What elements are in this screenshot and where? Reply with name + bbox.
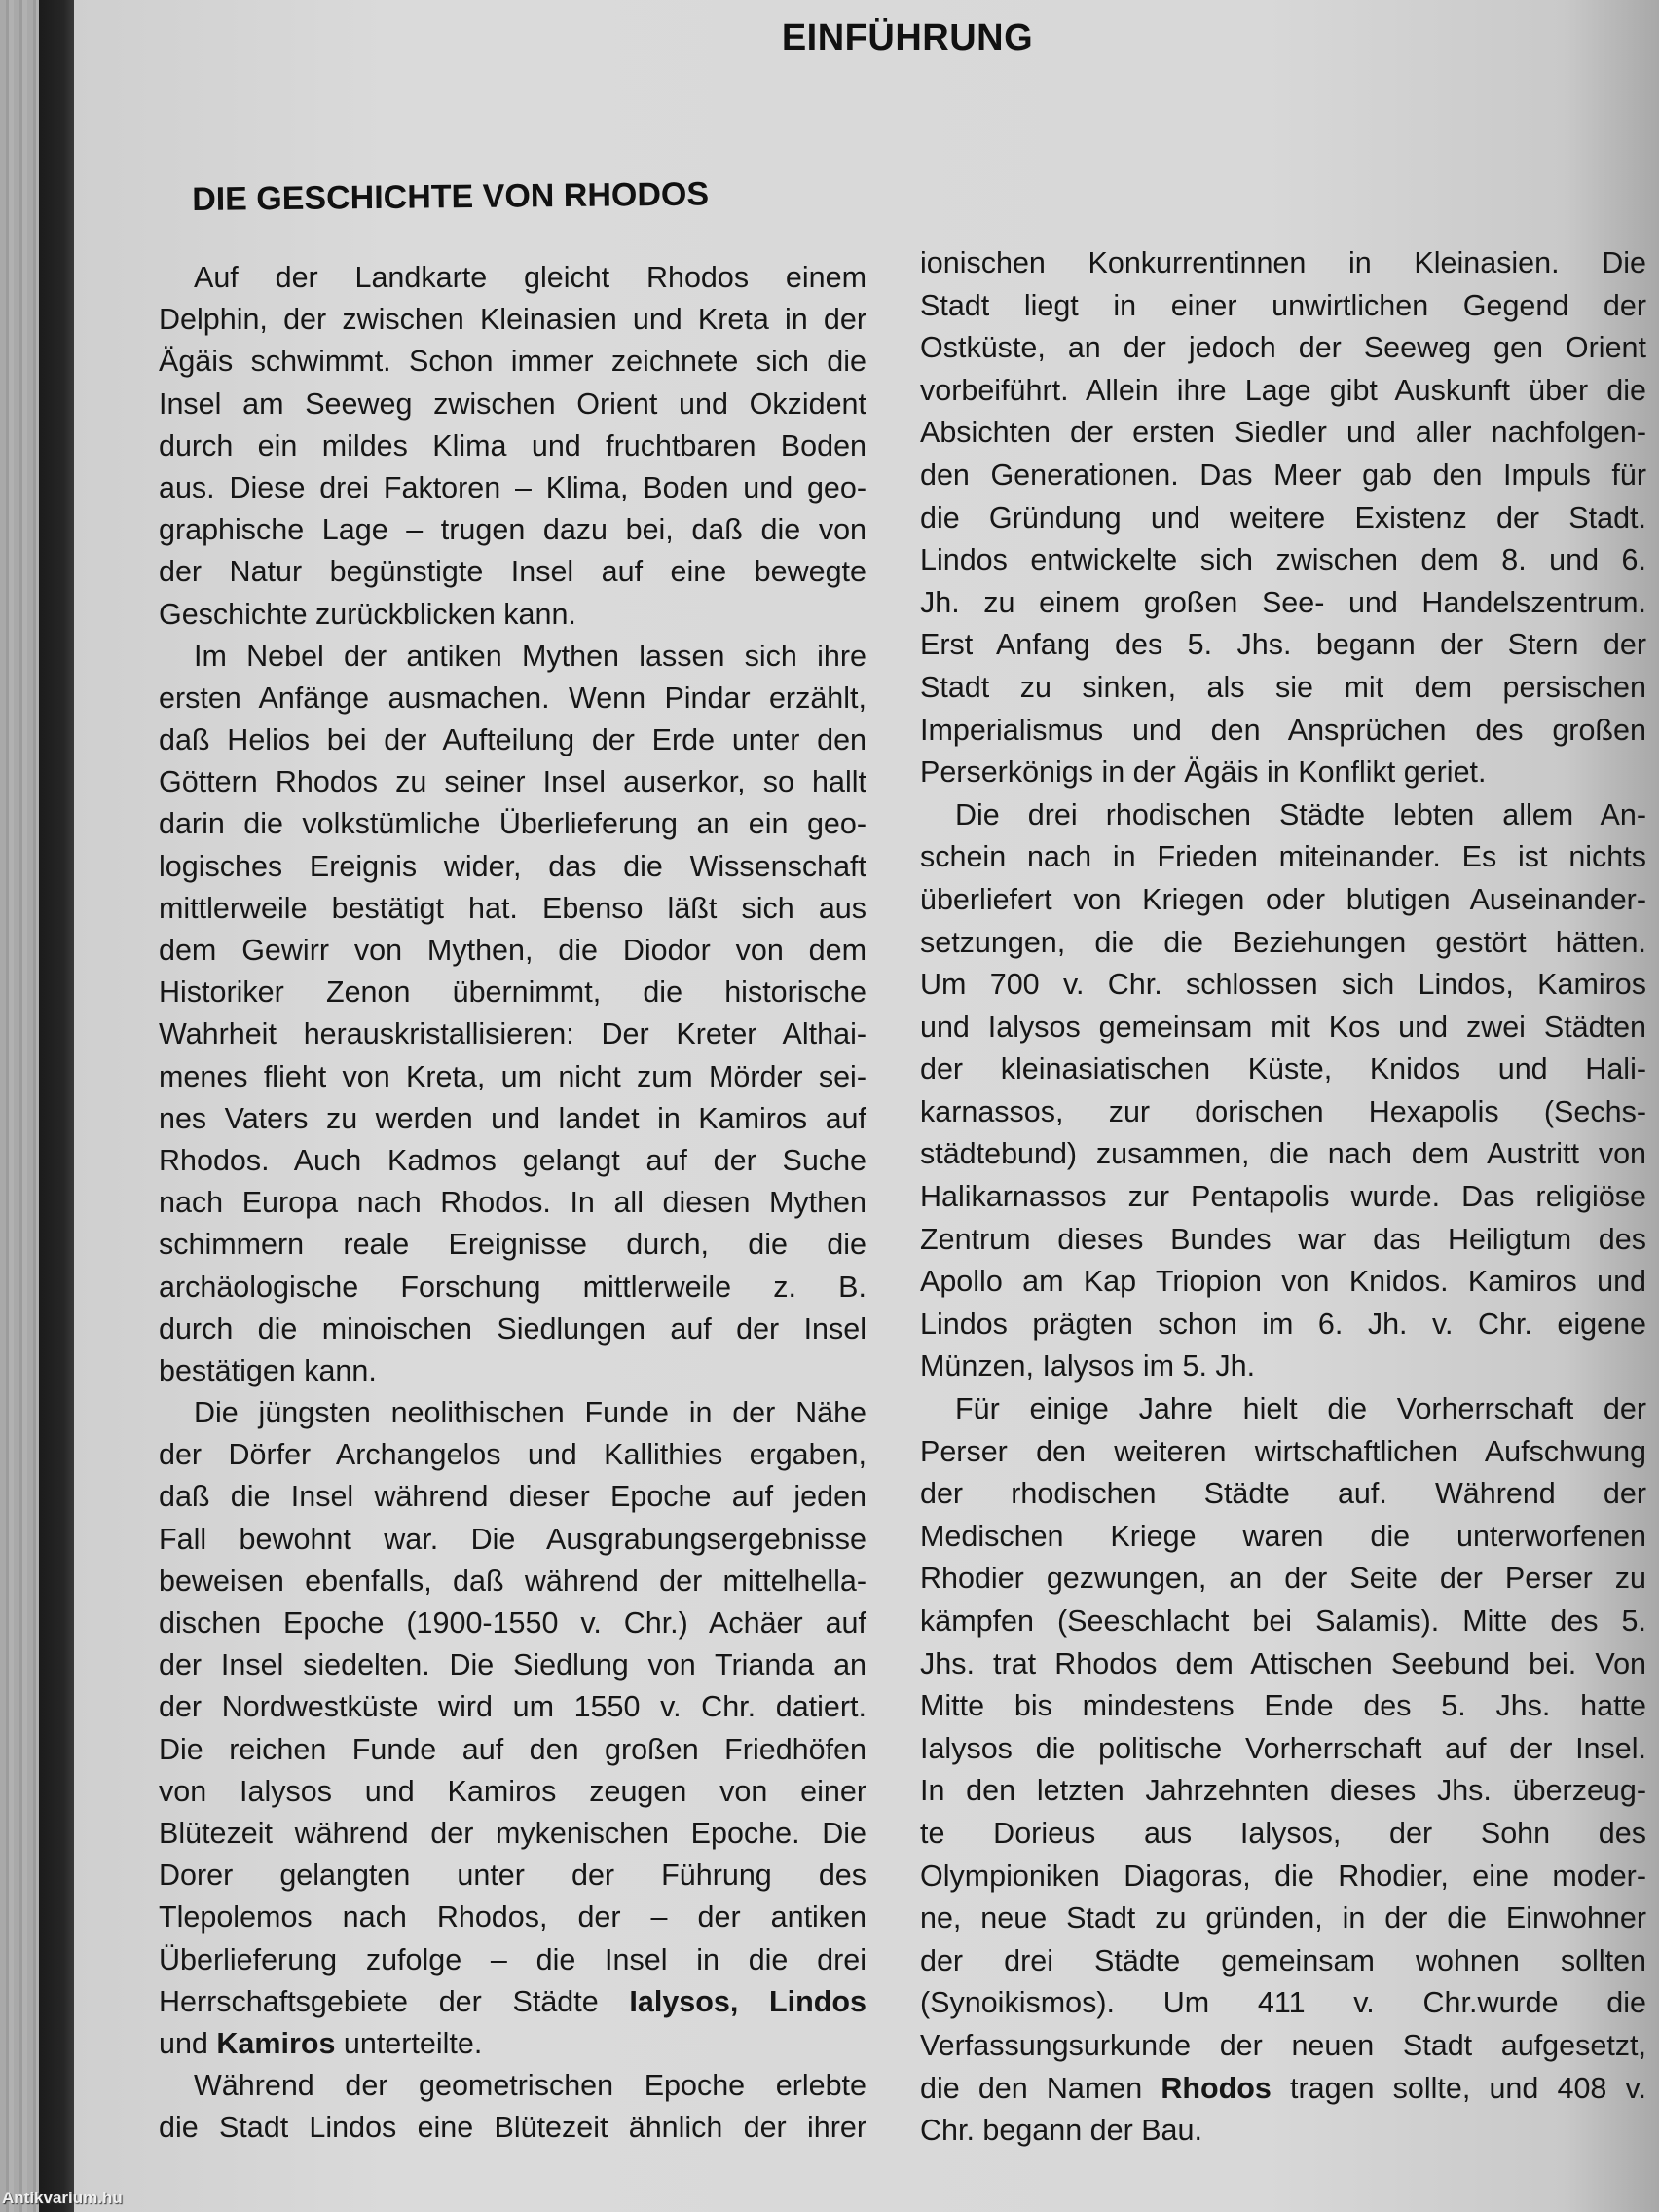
text-line: der Insel siedelten. Die Siedlung von Trianda an <box>159 1648 866 1682</box>
text-line: Überlieferung zufolge – die Insel in die drei <box>159 1942 866 1976</box>
text-line: logisches Ereignis wider, das die Wissenschaft <box>159 849 866 883</box>
text-line: Auf der Landkarte gleicht Rhodos einem <box>194 261 866 294</box>
text-line: In den letzten Jahrzehnten dieses Jhs. überzeug- <box>920 1774 1646 1808</box>
text-line: Apollo am Kap Triopion von Knidos. Kamiros und <box>920 1265 1646 1299</box>
bold-term: Ialysos, Lindos <box>629 1984 867 2018</box>
text-line: kämpfen (Seeschlacht bei Salamis). Mitte des 5. <box>920 1604 1646 1638</box>
text-line: Perserkönigs in der Ägäis in Konflikt geriet. <box>920 756 1487 790</box>
text-line: Während der geometrischen Epoche erlebte <box>194 2069 866 2103</box>
text-line: Mitte bis mindestens Ende des 5. Jhs. hatte <box>920 1689 1646 1723</box>
text-line: Göttern Rhodos zu seiner Insel auserkor, so hallt <box>159 765 866 799</box>
text-line: (Synoikismos). Um 411 v. Chr.wurde die <box>920 1986 1646 2020</box>
text-line: durch die minoischen Siedlungen auf der Insel <box>159 1311 866 1346</box>
text-line: Perser den weiteren wirtschaftlichen Aufschwung <box>920 1434 1646 1468</box>
text-line: der rhodischen Städte auf. Während der <box>920 1477 1646 1511</box>
text-line: vorbeiführt. Allein ihre Lage gibt Auskunft über die <box>920 373 1646 407</box>
text-column-right <box>920 242 1646 2153</box>
text-line: die Stadt Lindos eine Blütezeit ähnlich der ihrer <box>159 2111 866 2145</box>
text-line: Historiker Zenon übernimmt, die historische <box>159 976 866 1010</box>
bold-term: Rhodos <box>1161 2071 1272 2105</box>
text-line: Medischen Kriege waren die unterworfenen <box>920 1519 1646 1553</box>
chapter-title: EINFÜHRUNG <box>781 18 1034 58</box>
text-line: ne, neue Stadt zu gründen, in der die Einwohner <box>920 1901 1646 1936</box>
article-title: DIE GESCHICHTE VON RHODOS <box>192 175 710 218</box>
text-line: Chr. begann der Bau. <box>920 2114 1202 2148</box>
text-line: Halikarnassos zur Pentapolis wurde. Das religiöse <box>920 1180 1646 1214</box>
text-line: Wahrheit herauskristallisieren: Der Kreter Althai- <box>159 1017 866 1051</box>
text-line: karnassos, zur dorischen Hexapolis (Sechs- <box>920 1094 1646 1128</box>
text-line: Lindos entwickelte sich zwischen dem 8. und 6. <box>920 543 1646 577</box>
text-line: Lindos prägten schon im 6. Jh. v. Chr. eigene <box>920 1307 1646 1341</box>
text-line: darin die volkstümliche Überlieferung an ein geo- <box>159 807 866 841</box>
text-line: Blütezeit während der mykenischen Epoche. Die <box>159 1816 866 1850</box>
text-line: Zentrum dieses Bundes war das Heiligtum des <box>920 1222 1646 1256</box>
text-line: archäologische Forschung mittlerweile z. B. <box>159 1270 866 1304</box>
text-line: Delphin, der zwischen Kleinasien und Kreta in der <box>159 303 866 337</box>
text-line: mittlerweile bestätigt hat. Ebenso läßt sich aus <box>159 891 866 925</box>
text-line: Fall bewohnt war. Die Ausgrabungsergebnisse <box>159 1522 866 1556</box>
text-line: te Dorieus aus Ialysos, der Sohn des <box>920 1816 1646 1850</box>
text-line: Im Nebel der antiken Mythen lassen sich ihre <box>194 639 866 673</box>
text-line: daß die Insel während dieser Epoche auf jeden <box>159 1480 866 1514</box>
text-line: Stadt liegt in einer unwirtlichen Gegend der <box>920 288 1646 322</box>
text-line: der Natur begünstigte Insel auf eine bewegte <box>159 555 866 589</box>
text-line: daß Helios bei der Aufteilung der Erde unter den <box>159 723 866 757</box>
text-line: Jhs. trat Rhodos dem Attischen Seebund bei. Von <box>920 1646 1646 1680</box>
text-line: die den Namen Rhodos tragen sollte, und 408 v. <box>920 2071 1646 2105</box>
text-line: durch ein mildes Klima und fruchtbaren Boden <box>159 428 866 462</box>
text-line: ersten Anfänge ausmachen. Wenn Pindar erzählt, <box>159 681 866 715</box>
text-line: graphische Lage – trugen dazu bei, daß die von <box>159 513 866 547</box>
text-line: die Gründung und weitere Existenz der Stadt. <box>920 500 1646 535</box>
text-line: Insel am Seeweg zwischen Orient und Okzident <box>159 387 866 421</box>
text-line: und Kamiros unterteilte. <box>159 2026 483 2060</box>
text-line: Für einige Jahre hielt die Vorherrschaft der <box>955 1392 1646 1426</box>
text-line: Dorer gelangten unter der Führung des <box>159 1859 866 1893</box>
text-line: Olympioniken Diagoras, die Rhodier, eine moder- <box>920 1859 1646 1893</box>
text-line: Die drei rhodischen Städte lebten allem An- <box>955 797 1646 831</box>
text-line: schein nach in Frieden miteinander. Es ist nichts <box>920 840 1646 874</box>
text-line: nes Vaters zu werden und landet in Kamiros auf <box>159 1101 866 1135</box>
text-line: Ialysos die politische Vorherrschaft auf der Insel. <box>920 1731 1646 1765</box>
watermark: Antikvarium.hu <box>2 2189 123 2207</box>
bold-term: Kamiros <box>216 2026 336 2060</box>
text-line: dischen Epoche (1900-1550 v. Chr.) Achäer auf <box>159 1606 866 1640</box>
text-line: der kleinasiatischen Küste, Knidos und Hali- <box>920 1052 1646 1087</box>
text-line: Verfassungsurkunde der neuen Stadt aufgesetzt, <box>920 2028 1646 2062</box>
text-line: menes flieht von Kreta, um nicht zum Mörder sei- <box>159 1059 866 1093</box>
text-line: Erst Anfang des 5. Jhs. begann der Stern der <box>920 628 1646 662</box>
text-line: der drei Städte gemeinsam wohnen sollten <box>920 1943 1646 1977</box>
text-line: Ostküste, an der jedoch der Seeweg gen Orient <box>920 331 1646 365</box>
text-line: von Ialysos und Kamiros zeugen von einer <box>159 1774 866 1808</box>
text-line: den Generationen. Das Meer gab den Impuls für <box>920 458 1646 492</box>
text-line: beweisen ebenfalls, daß während der mittelhella- <box>159 1564 866 1598</box>
text-line: dem Gewirr von Mythen, die Diodor von dem <box>159 934 866 967</box>
text-line: aus. Diese drei Faktoren – Klima, Boden und geo- <box>159 470 866 504</box>
desk-background <box>0 0 39 2212</box>
text-column-left <box>159 257 866 2149</box>
text-line: Die jüngsten neolithischen Funde in der Nähe <box>194 1396 866 1430</box>
text-line: Tlepolemos nach Rhodos, der – der antiken <box>159 1900 866 1935</box>
text-line: der Dörfer Archangelos und Kallithies ergaben, <box>159 1438 866 1472</box>
text-line: städtebund) zusammen, die nach dem Austritt von <box>920 1137 1646 1171</box>
text-line: Jh. zu einem großen See- und Handelszentrum. <box>920 585 1646 619</box>
text-line: und Ialysos gemeinsam mit Kos und zwei Städten <box>920 1010 1646 1044</box>
text-line: Stadt zu sinken, als sie mit dem persischen <box>920 670 1646 704</box>
text-line: Rhodos. Auch Kadmos gelangt auf der Suche <box>159 1143 866 1177</box>
text-line: Um 700 v. Chr. schlossen sich Lindos, Kamiros <box>920 968 1646 1002</box>
text-line: Absichten der ersten Siedler und aller nachfolgen- <box>920 416 1646 450</box>
text-line: Imperialismus und den Ansprüchen des großen <box>920 713 1646 747</box>
text-line: nach Europa nach Rhodos. In all diesen Mythen <box>159 1186 866 1220</box>
text-line: setzungen, die die Beziehungen gestört hätten. <box>920 925 1646 959</box>
text-line: Herrschaftsgebiete der Städte Ialysos, Lindos <box>159 1984 867 2018</box>
text-line: Ägäis schwimmt. Schon immer zeichnete sich die <box>159 345 866 379</box>
text-line: Rhodier gezwungen, an der Seite der Perser zu <box>920 1562 1646 1596</box>
text-line: der Nordwestküste wird um 1550 v. Chr. datiert. <box>159 1690 866 1724</box>
text-line: Geschichte zurückblicken kann. <box>159 597 576 631</box>
text-line: überliefert von Kriegen oder blutigen Auseinander- <box>920 882 1646 916</box>
book-spine <box>39 0 74 2212</box>
text-line: bestätigen kann. <box>159 1353 377 1387</box>
text-line: Münzen, Ialysos im 5. Jh. <box>920 1349 1256 1383</box>
text-line: schimmern reale Ereignisse durch, die die <box>159 1228 866 1262</box>
text-line: Die reichen Funde auf den großen Friedhöfen <box>159 1732 866 1766</box>
text-line: ionischen Konkurrentinnen in Kleinasien. Die <box>920 246 1646 279</box>
